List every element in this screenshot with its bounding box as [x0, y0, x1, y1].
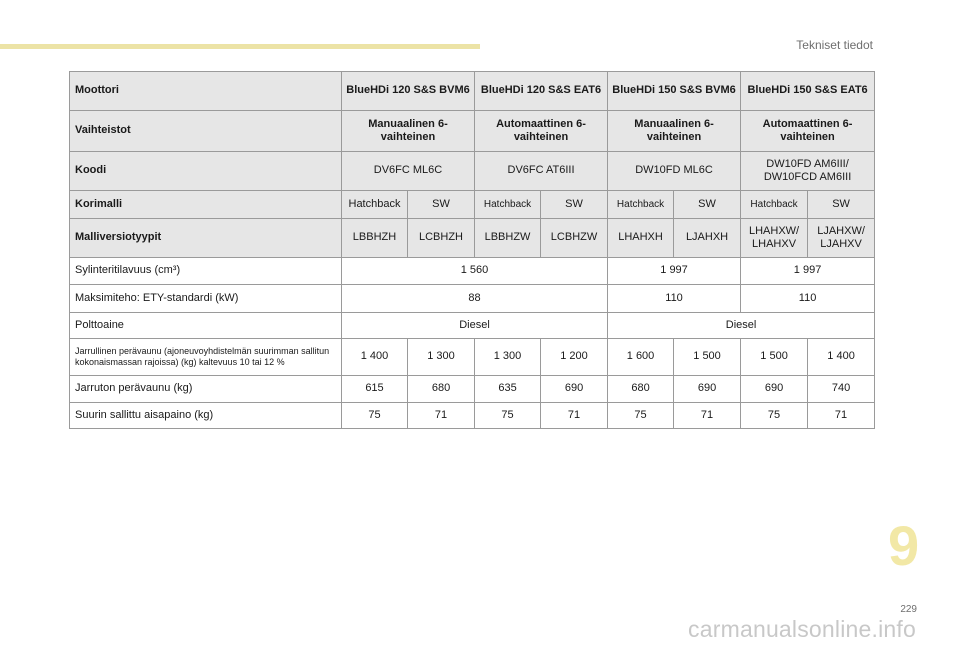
- braked-trailer-cell: 1 500: [741, 339, 808, 376]
- unbraked-trailer-cell: 615: [342, 376, 408, 403]
- engine-row: [70, 72, 875, 111]
- braked-trailer-row: [70, 339, 875, 376]
- gearbox-cell: Automaattinen 6-vaihteinen: [475, 111, 608, 152]
- body-cell: Hatchback: [741, 191, 808, 219]
- displacement-cell: 1 997: [741, 258, 875, 285]
- page-number: 229: [900, 604, 917, 615]
- unbraked-trailer-cell: 690: [674, 376, 741, 403]
- engine-cell: BlueHDi 120 S&S EAT6: [475, 72, 608, 111]
- body-row: [70, 191, 875, 219]
- fuel-cell: Diesel: [342, 313, 608, 339]
- unbraked-trailer-cell: 680: [608, 376, 674, 403]
- gearbox-cell: Automaattinen 6-vaihteinen: [741, 111, 875, 152]
- code-cell: DW10FD AM6III/ DW10FCD AM6III: [741, 152, 875, 191]
- nose-weight-row: [70, 403, 875, 429]
- nose-weight-cell: 75: [608, 403, 674, 429]
- fuel-label: Polttoaine: [70, 313, 342, 339]
- braked-trailer-cell: 1 300: [475, 339, 541, 376]
- gearbox-label: Vaihteistot: [70, 111, 342, 152]
- version-cell: LJAHXH: [674, 219, 741, 258]
- version-label: Malliversiotyypit: [70, 219, 342, 258]
- version-cell: LHAHXH: [608, 219, 674, 258]
- version-cell: LCBHZW: [541, 219, 608, 258]
- code-row: [70, 152, 875, 191]
- body-cell: SW: [408, 191, 475, 219]
- unbraked-trailer-cell: 690: [741, 376, 808, 403]
- body-cell: Hatchback: [342, 191, 408, 219]
- power-cell: 88: [342, 285, 608, 313]
- unbraked-trailer-cell: 635: [475, 376, 541, 403]
- header-accent-bar: [0, 44, 480, 49]
- power-cell: 110: [608, 285, 741, 313]
- braked-trailer-cell: 1 500: [674, 339, 741, 376]
- nose-weight-cell: 71: [674, 403, 741, 429]
- power-cell: 110: [741, 285, 875, 313]
- displacement-cell: 1 997: [608, 258, 741, 285]
- body-cell: SW: [674, 191, 741, 219]
- version-cell: LHAHXW/ LHAHXV: [741, 219, 808, 258]
- nose-weight-cell: 75: [475, 403, 541, 429]
- body-cell: Hatchback: [475, 191, 541, 219]
- braked-trailer-label: Jarrullinen perävaunu (ajoneuvoyhdistelmän suurimman sallitun kokonaismassan rajoissa) (kg) kaltevuus 10 tai 12 %: [70, 339, 342, 376]
- engine-cell: BlueHDi 120 S&S BVM6: [342, 72, 475, 111]
- fuel-row: [70, 313, 875, 339]
- nose-weight-cell: 71: [808, 403, 875, 429]
- body-cell: SW: [541, 191, 608, 219]
- code-label: Koodi: [70, 152, 342, 191]
- braked-trailer-cell: 1 300: [408, 339, 475, 376]
- displacement-cell: 1 560: [342, 258, 608, 285]
- braked-trailer-cell: 1 200: [541, 339, 608, 376]
- unbraked-trailer-row: [70, 376, 875, 403]
- body-label: Korimalli: [70, 191, 342, 219]
- gearbox-cell: Manuaalinen 6-vaihteinen: [342, 111, 475, 152]
- version-cell: LCBHZH: [408, 219, 475, 258]
- gearbox-cell: Manuaalinen 6-vaihteinen: [608, 111, 741, 152]
- unbraked-trailer-cell: 690: [541, 376, 608, 403]
- version-row: [70, 219, 875, 258]
- engine-cell: BlueHDi 150 S&S BVM6: [608, 72, 741, 111]
- body-cell: SW: [808, 191, 875, 219]
- displacement-row: [70, 258, 875, 285]
- body-cell: Hatchback: [608, 191, 674, 219]
- unbraked-trailer-label: Jarruton perävaunu (kg): [70, 376, 342, 403]
- nose-weight-cell: 75: [342, 403, 408, 429]
- engine-cell: BlueHDi 150 S&S EAT6: [741, 72, 875, 111]
- displacement-label: Sylinteritilavuus (cm³): [70, 258, 342, 285]
- nose-weight-cell: 71: [541, 403, 608, 429]
- braked-trailer-cell: 1 600: [608, 339, 674, 376]
- nose-weight-cell: 71: [408, 403, 475, 429]
- unbraked-trailer-cell: 680: [408, 376, 475, 403]
- nose-weight-label: Suurin sallittu aisapaino (kg): [70, 403, 342, 429]
- watermark: carmanualsonline.info: [688, 616, 916, 642]
- version-cell: LJAHXW/ LJAHXV: [808, 219, 875, 258]
- fuel-cell: Diesel: [608, 313, 875, 339]
- code-cell: DV6FC ML6C: [342, 152, 475, 191]
- power-row: [70, 285, 875, 313]
- version-cell: LBBHZH: [342, 219, 408, 258]
- power-label: Maksimiteho: ETY-standardi (kW): [70, 285, 342, 313]
- code-cell: DV6FC AT6III: [475, 152, 608, 191]
- unbraked-trailer-cell: 740: [808, 376, 875, 403]
- code-cell: DW10FD ML6C: [608, 152, 741, 191]
- version-cell: LBBHZW: [475, 219, 541, 258]
- section-title: Tekniset tiedot: [796, 38, 873, 52]
- nose-weight-cell: 75: [741, 403, 808, 429]
- gearbox-row: [70, 111, 875, 152]
- specifications-table: [69, 71, 875, 429]
- chapter-number: 9: [888, 514, 920, 577]
- braked-trailer-cell: 1 400: [808, 339, 875, 376]
- braked-trailer-cell: 1 400: [342, 339, 408, 376]
- engine-label: Moottori: [70, 72, 342, 111]
